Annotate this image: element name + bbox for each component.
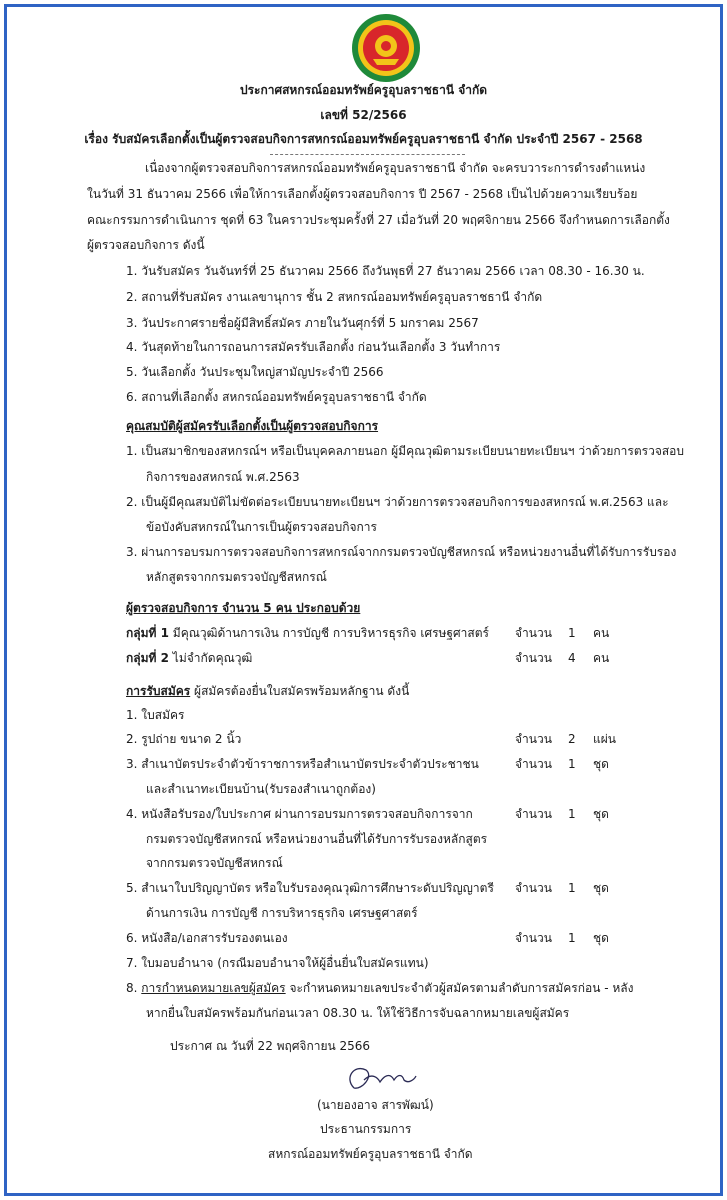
qualification-item-cont: หลักสูตรจากกรมตรวจบัญชีสหกรณ์ [146,570,327,584]
item-unit: ชุด [593,757,609,771]
item-underlined-label: การกำหนดหมายเลขผู้สมัคร [141,981,286,995]
group-label: กลุ่มที่ 2 [126,651,169,665]
schedule-item: 3. วันประกาศรายชื่อผู้มีสิทธิ์สมัคร ภายในวันศุกร์ที่ 5 มกราคม 2567 [126,316,479,330]
item-unit: ชุด [593,881,609,895]
qualification-item: 3. ผ่านการอบรมการตรวจสอบกิจการสหกรณ์จากกรมตรวจบัญชีสหกรณ์ หรือหน่วยงานอื่นที่ได้รับการรับรอง [126,545,677,559]
schedule-item: 1. วันรับสมัคร วันจันทร์ที่ 25 ธันวาคม 2566 ถึงวันพุธที่ 27 ธันวาคม 2566 เวลา 08.30 - 16.30 น. [126,264,645,278]
announcement-title: ประกาศสหกรณ์ออมทรัพย์ครูอุบลราชธานี จำกัด [239,83,488,97]
auditor-group-row [126,625,489,641]
item-amount: 2 [568,732,576,746]
qualifications-heading: คุณสมบัติผู้สมัครรับเลือกตั้งเป็นผู้ตรวจสอบกิจการ [126,419,379,433]
group-unit: คน [593,651,610,665]
group-amount: 1 [568,626,576,640]
item-amount-label: จำนวน [515,881,552,895]
schedule-item: 4. วันสุดท้ายในการถอนการสมัครรับเลือกตั้ง ก่อนวันเลือกตั้ง 3 วันทำการ [126,340,501,354]
item-unit: ชุด [593,807,609,821]
item-unit: ชุด [593,931,609,945]
signer-title: ประธานกรรมการ [320,1122,412,1136]
group-desc: มีคุณวุฒิด้านการเงิน การบัญชี การบริหารธุรกิจ เศรษฐศาสตร์ [172,626,489,640]
application-item-cont: และสำเนาทะเบียนบ้าน(รับรองสำเนาถูกต้อง) [146,782,376,796]
item-text: จะกำหนดหมายเลขประจำตัวผู้สมัครตามลำดับการสมัครก่อน - หลัง [285,981,634,995]
application-item: 4. หนังสือรับรอง/ใบประกาศ ผ่านการอบรมการตรวจสอบกิจการจาก [126,807,473,821]
schedule-item: 5. วันเลือกตั้ง วันประชุมใหญ่สามัญประจำปี 2566 [126,365,384,379]
application-heading-rest: ผู้สมัครต้องยื่นใบสมัครพร้อมหลักฐาน ดังนี้ [190,684,410,698]
qualification-item: 2. เป็นผู้มีคุณสมบัติไม่ขัดต่อระเบียบนายทะเบียนฯ ว่าด้วยการตรวจสอบกิจการของสหกรณ์ พ.ศ.2563 และ [126,495,669,509]
intro-line: ผู้ตรวจสอบกิจการ ดังนี้ [87,238,205,252]
qualification-item-cont: ข้อบังคับสหกรณ์ในการเป็นผู้ตรวจสอบกิจการ [146,520,377,534]
item-unit: แผ่น [593,732,616,746]
signature-icon [340,1058,420,1098]
group-amount-label: จำนวน [515,626,552,640]
item-number: 8. [126,981,138,995]
cooperative-logo-icon [351,13,421,83]
application-item-cont: หากยื่นใบสมัครพร้อมกันก่อนเวลา 08.30 น. ให้ใช้วิธีการจับฉลากหมายเลขผู้สมัคร [146,1006,570,1020]
announcement-date: ประกาศ ณ วันที่ 22 พฤศจิกายน 2566 [170,1039,371,1053]
qualification-item: 1. เป็นสมาชิกของสหกรณ์ฯ หรือเป็นบุคคลภายนอก ผู้มีคุณวุฒิตามระเบียบนายทะเบียนฯ ว่าด้วยการตรวจสอบ [126,444,685,458]
item-amount: 1 [568,757,576,771]
application-item: 2. รูปถ่าย ขนาด 2 นิ้ว [126,732,242,746]
item-amount: 1 [568,931,576,945]
application-item: 3. สำเนาบัตรประจำตัวข้าราชการหรือสำเนาบัตรประจำตัวประชาชน [126,757,479,771]
item-amount-label: จำนวน [515,807,552,821]
item-amount: 1 [568,881,576,895]
application-heading: การรับสมัคร [126,684,191,698]
signer-name: (นายองอาจ สารพัฒน์) [317,1098,434,1112]
application-item: 7. ใบมอบอำนาจ (กรณีมอบอำนาจให้ผู้อื่นยื่นใบสมัครแทน) [126,956,429,970]
intro-line: ในวันที่ 31 ธันวาคม 2566 เพื่อให้การเลือกตั้งผู้ตรวจสอบกิจการ ปี 2567 - 2568 เป็นไปด้วยความเรียบร้อย [87,187,638,201]
group-amount: 4 [568,651,576,665]
application-item: 5. สำเนาใบปริญญาบัตร หรือใบรับรองคุณวุฒิการศึกษาระดับปริญญาตรี [126,881,494,895]
announcement-number: เลขที่ 52/2566 [320,108,407,122]
divider [270,154,465,155]
group-amount-label: จำนวน [515,651,552,665]
group-desc: ไม่จำกัดคุณวุฒิ [172,651,253,665]
auditors-heading: ผู้ตรวจสอบกิจการ จำนวน 5 คน ประกอบด้วย [126,601,361,615]
item-amount-label: จำนวน [515,931,552,945]
group-unit: คน [593,626,610,640]
intro-line: คณะกรรมการดำเนินการ ชุดที่ 63 ในคราวประชุมครั้งที่ 27 เมื่อวันที่ 20 พฤศจิกายน 2566 จึงกำหนดการเลือกตั้ง [87,213,670,227]
qualification-item-cont: กิจการของสหกรณ์ พ.ศ.2563 [146,470,300,484]
announcement-subject: เรื่อง รับสมัครเลือกตั้งเป็นผู้ตรวจสอบกิจการสหกรณ์ออมทรัพย์ครูอุบลราชธานี จำกัด ประจำปี 2567 - 2568 [84,132,643,146]
item-amount: 1 [568,807,576,821]
application-item: 1. ใบสมัคร [126,708,185,722]
group-label: กลุ่มที่ 1 [126,626,169,640]
application-item [126,980,634,996]
signer-organization: สหกรณ์ออมทรัพย์ครูอุบลราชธานี จำกัด [268,1147,473,1161]
intro-line: เนื่องจากผู้ตรวจสอบกิจการสหกรณ์ออมทรัพย์ครูอุบลราชธานี จำกัด จะครบวาระการดำรงตำแหน่ง [145,161,646,175]
application-item-cont: กรมตรวจบัญชีสหกรณ์ หรือหน่วยงานอื่นที่ได้รับการรับรองหลักสูตร [146,832,488,846]
application-item-cont: จากกรมตรวจบัญชีสหกรณ์ [146,856,283,870]
application-heading-row [126,683,409,699]
item-amount-label: จำนวน [515,732,552,746]
auditor-group-row [126,650,252,666]
application-item-cont: ด้านการเงิน การบัญชี การบริหารธุรกิจ เศรษฐศาสตร์ [146,906,418,920]
schedule-item: 6. สถานที่เลือกตั้ง สหกรณ์ออมทรัพย์ครูอุบลราชธานี จำกัด [126,390,427,404]
schedule-item: 2. สถานที่รับสมัคร งานเลขานุการ ชั้น 2 สหกรณ์ออมทรัพย์ครูอุบลราชธานี จำกัด [126,290,543,304]
application-item: 6. หนังสือ/เอกสารรับรองตนเอง [126,931,288,945]
item-amount-label: จำนวน [515,757,552,771]
